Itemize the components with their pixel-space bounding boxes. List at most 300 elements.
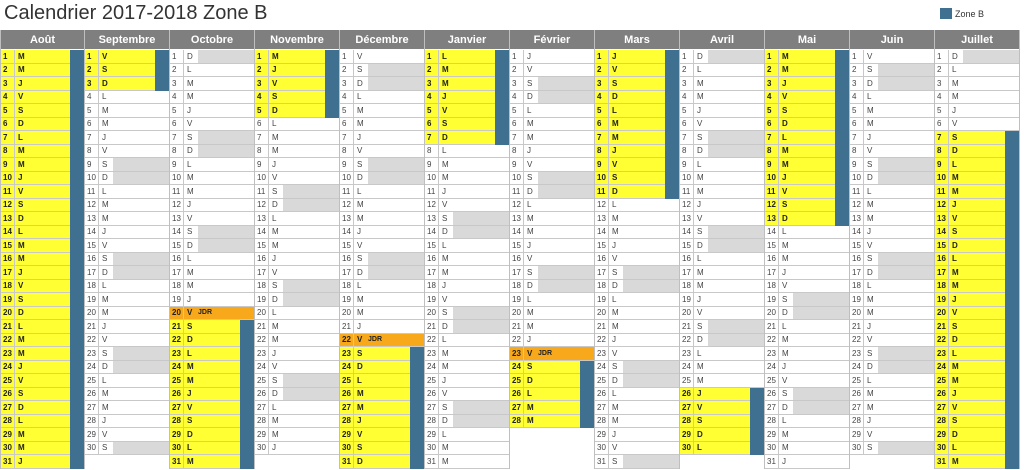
day-number: 14 (680, 226, 694, 239)
weekday-letter: J (952, 294, 957, 304)
weekday-letter: S (442, 119, 448, 129)
day-number: 11 (595, 185, 609, 198)
weekday-letter: V (952, 213, 958, 223)
weekday-letter: S (187, 416, 193, 426)
weekday-letter: L (357, 281, 362, 291)
weekday-letter: M (697, 78, 704, 88)
weekday-letter: D (952, 429, 958, 439)
weekend-shade (708, 239, 764, 252)
day-number: 23 (255, 347, 269, 360)
day-number: 18 (935, 280, 949, 293)
weekday-letter: V (357, 335, 363, 345)
weekday-letter: J (357, 132, 361, 142)
weekday-letter: J (867, 416, 871, 426)
weekday-letter: S (357, 65, 363, 75)
day-cell (765, 455, 849, 469)
weekend-shade (113, 253, 169, 266)
weekday-letter: V (102, 51, 108, 61)
day-cell (85, 91, 169, 105)
day-number: 21 (765, 320, 779, 333)
weekday-letter: L (697, 443, 702, 453)
weekend-shade (708, 131, 764, 144)
weekday-letter: L (867, 281, 872, 291)
weekday-letter: V (272, 362, 278, 372)
day-number: 8 (255, 145, 269, 158)
day-number: 11 (170, 185, 184, 198)
day-number: 1 (1, 50, 15, 63)
weekday-letter: D (867, 173, 873, 183)
weekday-letter: D (102, 267, 108, 277)
weekday-letter: L (952, 348, 957, 358)
day-cell (595, 361, 679, 375)
day-number: 4 (510, 91, 524, 104)
day-cell (255, 266, 339, 280)
weekday-letter: M (782, 443, 789, 453)
day-number: 13 (510, 212, 524, 225)
weekday-letter: D (272, 294, 278, 304)
day-cell (340, 64, 424, 78)
day-cell (680, 253, 764, 267)
day-number: 19 (765, 293, 779, 306)
weekend-shade (793, 401, 849, 414)
weekend-shade (878, 172, 934, 185)
weekday-letter: S (102, 348, 108, 358)
weekday-letter: L (952, 443, 957, 453)
weekday-letter: D (18, 402, 24, 412)
day-number: 17 (85, 266, 99, 279)
day-cell (425, 212, 509, 226)
weekend-shade (368, 158, 424, 171)
weekday-letter: D (612, 281, 618, 291)
day-cell (850, 226, 934, 240)
day-number: 12 (255, 199, 269, 212)
day-number: 6 (595, 118, 609, 131)
day-cell (680, 118, 764, 132)
day-number: 25 (850, 374, 864, 387)
weekend-shade (113, 361, 169, 374)
day-number: 30 (935, 442, 949, 455)
day-number: 22 (170, 334, 184, 347)
weekday-letter: M (612, 119, 619, 129)
weekday-letter: S (527, 267, 533, 277)
day-number: 30 (425, 442, 439, 455)
weekday-letter: V (18, 281, 24, 291)
day-number: 27 (935, 401, 949, 414)
day-cell (680, 374, 764, 388)
day-cell (510, 307, 594, 321)
weekday-letter: L (357, 186, 362, 196)
weekday-letter: J (102, 132, 106, 142)
weekday-letter: M (187, 173, 194, 183)
weekday-letter: S (442, 213, 448, 223)
day-number: 2 (595, 64, 609, 77)
day-number: 21 (1, 320, 15, 333)
day-cell (340, 158, 424, 172)
day-cell (680, 131, 764, 145)
day-cell (510, 77, 594, 91)
day-number: 28 (765, 415, 779, 428)
day-number: 5 (340, 104, 354, 117)
day-cell (255, 158, 339, 172)
weekend-shade (113, 266, 169, 279)
weekday-letter: M (442, 159, 449, 169)
day-cell (255, 118, 339, 132)
day-cell (425, 320, 509, 334)
day-number: 26 (255, 388, 269, 401)
day-number: 28 (680, 415, 694, 428)
month-header: Avril (680, 30, 764, 50)
weekday-letter: M (527, 321, 534, 331)
day-number: 17 (170, 266, 184, 279)
weekday-letter: L (102, 92, 107, 102)
day-cell (425, 199, 509, 213)
day-number: 18 (850, 280, 864, 293)
day-number: 30 (255, 442, 269, 455)
weekday-letter: D (102, 78, 108, 88)
weekday-letter: L (272, 213, 277, 223)
day-number: 19 (1, 293, 15, 306)
weekday-letter: L (272, 119, 277, 129)
weekend-shade (708, 320, 764, 333)
day-number: 7 (255, 131, 269, 144)
day-number: 30 (680, 442, 694, 455)
weekday-letter: M (952, 92, 959, 102)
weekday-letter: J (18, 456, 23, 466)
weekday-letter: M (102, 389, 109, 399)
month-column (0, 30, 85, 469)
day-number: 6 (85, 118, 99, 131)
weekday-letter: M (697, 173, 704, 183)
day-number: 29 (850, 428, 864, 441)
day-cell (425, 293, 509, 307)
day-number: 9 (170, 158, 184, 171)
day-cell (425, 158, 509, 172)
day-number: 11 (85, 185, 99, 198)
day-number: 3 (340, 77, 354, 90)
weekday-letter: S (272, 186, 278, 196)
weekday-letter: V (697, 402, 703, 412)
day-number: 15 (765, 239, 779, 252)
day-number: 24 (680, 361, 694, 374)
weekday-letter: S (18, 389, 24, 399)
day-number: 11 (935, 185, 949, 198)
weekday-letter: S (357, 254, 363, 264)
weekend-shade (878, 266, 934, 279)
day-number: 19 (340, 293, 354, 306)
day-number: 9 (425, 158, 439, 171)
day-number: 12 (340, 199, 354, 212)
weekday-letter: V (357, 429, 363, 439)
weekday-letter: L (527, 200, 532, 210)
day-number: 24 (340, 361, 354, 374)
weekend-shade (623, 361, 679, 374)
weekday-letter: M (952, 173, 959, 183)
day-cell (85, 172, 169, 186)
day-cell (850, 388, 934, 402)
day-cell (170, 118, 254, 132)
zone-b-bar (750, 388, 764, 456)
day-cell (170, 226, 254, 240)
weekday-letter: V (782, 375, 788, 385)
weekday-letter: M (272, 132, 279, 142)
weekday-letter: L (272, 402, 277, 412)
day-number: 2 (510, 64, 524, 77)
weekday-letter: V (357, 146, 363, 156)
weekday-letter: V (612, 159, 618, 169)
day-number: 12 (595, 199, 609, 212)
weekday-letter: M (18, 240, 25, 250)
weekday-letter: M (782, 335, 789, 345)
day-number: 9 (255, 158, 269, 171)
day-number: 25 (255, 374, 269, 387)
day-number: 2 (340, 64, 354, 77)
weekday-letter: D (782, 119, 788, 129)
weekend-shade (283, 199, 339, 212)
weekday-letter: D (782, 308, 788, 318)
weekday-letter: M (697, 186, 704, 196)
weekday-letter: V (952, 119, 958, 129)
day-number: 10 (340, 172, 354, 185)
day-number: 8 (425, 145, 439, 158)
day-number: 16 (680, 253, 694, 266)
day-number: 10 (850, 172, 864, 185)
weekday-letter: V (187, 119, 193, 129)
day-number: 1 (85, 50, 99, 63)
day-cell (340, 307, 424, 321)
weekday-letter: S (782, 105, 788, 115)
weekday-letter: V (782, 92, 788, 102)
day-cell (255, 307, 339, 321)
day-number: 2 (765, 64, 779, 77)
day-number: 20 (510, 307, 524, 320)
weekend-shade (283, 388, 339, 401)
day-number: 22 (850, 334, 864, 347)
day-number: 20 (850, 307, 864, 320)
day-cell (170, 185, 254, 199)
day-number: 11 (510, 185, 524, 198)
day-cell (850, 280, 934, 294)
day-cell (595, 388, 679, 402)
day-cell (850, 131, 934, 145)
day-cell (510, 185, 594, 199)
weekday-letter: M (272, 429, 279, 439)
day-number: 18 (1, 280, 15, 293)
weekday-letter: V (867, 240, 873, 250)
weekend-shade (878, 158, 934, 171)
weekday-letter: J (612, 240, 616, 250)
day-cell (170, 131, 254, 145)
weekday-letter: M (442, 65, 449, 75)
day-number: 13 (170, 212, 184, 225)
weekday-letter: M (272, 335, 279, 345)
day-cell (850, 91, 934, 105)
weekday-letter: M (187, 362, 194, 372)
weekday-letter: M (18, 254, 25, 264)
weekday-letter: S (697, 227, 703, 237)
day-number: 31 (340, 455, 354, 468)
weekday-letter: M (697, 267, 704, 277)
weekday-letter: D (357, 456, 363, 466)
month-header: Novembre (255, 30, 339, 50)
day-cell (935, 50, 1019, 64)
day-number: 21 (85, 320, 99, 333)
day-cell (595, 212, 679, 226)
day-number: 9 (850, 158, 864, 171)
weekday-letter: J (697, 200, 701, 210)
weekday-letter: V (527, 65, 533, 75)
day-number: 29 (255, 428, 269, 441)
day-cell (425, 361, 509, 375)
weekday-letter: J (272, 159, 276, 169)
weekday-letter: V (782, 186, 788, 196)
weekday-letter: J (527, 146, 531, 156)
day-number: 6 (680, 118, 694, 131)
day-number: 9 (340, 158, 354, 171)
weekend-shade (963, 50, 1019, 63)
weekday-letter: M (782, 51, 789, 61)
day-number: 14 (765, 226, 779, 239)
weekday-letter: D (357, 173, 363, 183)
weekday-letter: S (697, 416, 703, 426)
weekday-letter: V (357, 240, 363, 250)
zone-b-bar (580, 361, 594, 429)
day-cell (765, 388, 849, 402)
weekday-letter: D (697, 51, 703, 61)
day-number: 28 (935, 415, 949, 428)
day-number: 8 (680, 145, 694, 158)
day-number: 15 (255, 239, 269, 252)
day-number: 8 (765, 145, 779, 158)
weekday-letter: J (357, 416, 362, 426)
day-number: 25 (510, 374, 524, 387)
day-number: 18 (85, 280, 99, 293)
day-cell (595, 239, 679, 253)
day-number: 4 (595, 91, 609, 104)
day-cell (765, 347, 849, 361)
weekday-letter: D (527, 281, 533, 291)
day-cell (340, 334, 424, 348)
weekday-letter: D (442, 321, 448, 331)
weekday-letter: S (357, 443, 363, 453)
day-cell (85, 145, 169, 159)
day-number: 12 (1, 199, 15, 212)
day-number: 19 (510, 293, 524, 306)
day-number: 1 (340, 50, 354, 63)
weekday-letter: L (102, 281, 107, 291)
weekday-letter: M (357, 402, 364, 412)
weekend-shade (113, 158, 169, 171)
day-cell (595, 280, 679, 294)
day-number: 28 (1, 415, 15, 428)
day-number: 27 (170, 401, 184, 414)
weekday-letter: L (867, 186, 872, 196)
day-cell (510, 50, 594, 64)
day-number: 15 (595, 239, 609, 252)
day-number: 11 (1, 185, 15, 198)
day-cell (340, 212, 424, 226)
weekday-letter: J (527, 240, 531, 250)
day-number: 16 (765, 253, 779, 266)
zone-b-bar (835, 50, 849, 226)
day-number: 5 (255, 104, 269, 117)
day-cell (595, 347, 679, 361)
weekday-letter: D (102, 362, 108, 372)
day-number: 14 (850, 226, 864, 239)
day-cell (680, 361, 764, 375)
day-cell (680, 158, 764, 172)
weekday-letter: M (357, 213, 364, 223)
day-number: 2 (850, 64, 864, 77)
day-cell (595, 226, 679, 240)
weekend-shade (113, 172, 169, 185)
day-number: 29 (1, 428, 15, 441)
day-number: 27 (850, 401, 864, 414)
day-number: 14 (1, 226, 15, 239)
day-cell (85, 374, 169, 388)
weekday-letter: V (612, 348, 618, 358)
weekday-letter: D (357, 267, 363, 277)
day-number: 13 (935, 212, 949, 225)
day-cell (680, 347, 764, 361)
day-cell (510, 280, 594, 294)
day-cell (170, 239, 254, 253)
day-cell (765, 428, 849, 442)
day-number: 10 (170, 172, 184, 185)
day-cell (85, 320, 169, 334)
month-header: Mars (595, 30, 679, 50)
weekday-letter: M (527, 213, 534, 223)
weekday-letter: M (782, 429, 789, 439)
day-number: 15 (340, 239, 354, 252)
weekday-letter: V (527, 348, 533, 358)
weekday-letter: V (102, 240, 108, 250)
day-cell (850, 212, 934, 226)
day-number: 23 (510, 347, 524, 360)
weekday-letter: M (272, 416, 279, 426)
weekday-letter: J (442, 281, 446, 291)
day-cell (340, 77, 424, 91)
day-number: 3 (680, 77, 694, 90)
day-number: 5 (425, 104, 439, 117)
day-number: 17 (680, 266, 694, 279)
day-cell (340, 320, 424, 334)
day-cell (765, 320, 849, 334)
weekday-letter: J (782, 78, 787, 88)
weekday-letter: M (272, 51, 279, 61)
weekday-letter: V (782, 281, 788, 291)
day-cell (85, 428, 169, 442)
weekday-letter: V (442, 294, 448, 304)
weekday-letter: M (697, 281, 704, 291)
weekday-letter: J (952, 105, 956, 115)
day-number: 24 (170, 361, 184, 374)
weekday-letter: D (782, 213, 788, 223)
day-number: 26 (170, 388, 184, 401)
day-number: 27 (85, 401, 99, 414)
day-cell (340, 266, 424, 280)
day-cell (850, 145, 934, 159)
day-cell (85, 388, 169, 402)
day-number: 14 (255, 226, 269, 239)
day-number: 10 (935, 172, 949, 185)
weekday-letter: S (867, 443, 873, 453)
day-number: 7 (1, 131, 15, 144)
day-number: 12 (170, 199, 184, 212)
day-cell (255, 253, 339, 267)
day-number: 7 (85, 131, 99, 144)
day-cell (85, 239, 169, 253)
day-cell (85, 347, 169, 361)
